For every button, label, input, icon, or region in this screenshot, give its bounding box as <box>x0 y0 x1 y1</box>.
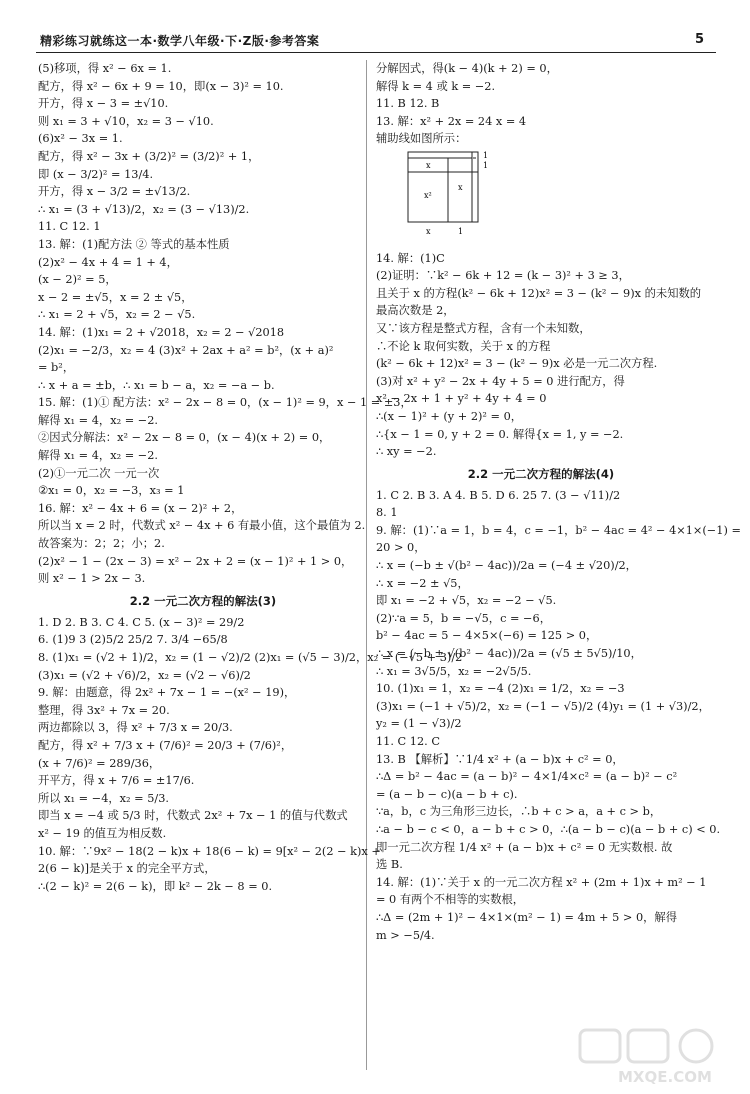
answer-line: 开方，得 x − 3 = ±√10. <box>38 97 169 111</box>
answer-line: = 0 有两个不相等的实数根， <box>376 893 525 907</box>
answer-line: (3)对 x² + y² − 2x + 4y + 5 = 0 进行配方，得 <box>376 374 625 388</box>
answer-line: x² − 19 的值互为相反数. <box>38 826 167 840</box>
answer-line: (x − 2)² = 5， <box>38 273 117 287</box>
header-rule <box>36 52 716 53</box>
figure-label: x <box>426 160 431 170</box>
answer-line: ∴ x = −2 ± √5， <box>376 576 469 590</box>
answer-line: m > −5/4. <box>376 928 435 942</box>
answer-line: 最高次数是 2， <box>376 304 455 318</box>
answer-line: 即 (x − 3/2)² = 13/4. <box>38 167 154 181</box>
answer-line: 整理，得 3x² + 7x = 20. <box>38 703 170 717</box>
right-answers-block-3 <box>376 487 741 944</box>
answer-line: 即一元二次方程 1/4 x² + (a − b)x + c² = 0 无实数根. 故 <box>376 840 673 854</box>
answer-line: 两边都除以 3，得 x² + 7/3 x = 20/3. <box>38 721 233 735</box>
answer-line: 10. 解：∵9x² − 18(2 − k)x + 18(6 − k) = 9[x² − 2(2 − k)x + <box>38 844 381 858</box>
answer-line: ∴ x = (−b ± √(b² − 4ac))/2a = (√5 ± 5√5)/10， <box>376 647 642 661</box>
answer-line: 解得 x₁ = 4，x₂ = −2. <box>38 413 159 427</box>
answer-line: ∴不论 k 取何实数，关于 x 的方程 <box>376 339 551 353</box>
answer-line: 又∵该方程是整式方程，含有一个未知数， <box>376 321 591 335</box>
answer-line: (2)证明：∵k² − 6k + 12 = (k − 3)² + 3 ≥ 3， <box>376 269 630 283</box>
answer-line: 11. C 12. C <box>376 735 440 748</box>
answer-line: (3)x₁ = (√2 + √6)/2，x₂ = (√2 − √6)/2 <box>38 668 251 682</box>
svg-text:MXQE.COM: MXQE.COM <box>618 1068 712 1086</box>
page-header <box>0 0 750 60</box>
answer-line: ∴Δ = (2m + 1)² − 4×1×(m² − 1) = 4m + 5 > 0，解得 <box>376 910 678 924</box>
answer-line: 13. B 【解析】∵1/4 x² + (a − b)x + c² = 0， <box>376 752 624 766</box>
answer-line: 所以 x₁ = −4，x₂ = 5/3. <box>38 791 170 805</box>
section-heading-right: 2.2 一元二次方程的解法(4) <box>467 466 615 481</box>
answer-line: 1. D 2. B 3. C 4. C 5. (x − 3)² = 29/2 <box>38 615 245 629</box>
answer-line: ∴Δ = b² − 4ac = (a − b)² − 4×1/4×c² = (a − b)² − c² <box>376 770 678 784</box>
answer-line: ∴ x + a = ±b，∴ x₁ = b − a，x₂ = −a − b. <box>38 378 275 392</box>
answer-line: 选 B. <box>376 858 403 872</box>
answer-line: 解得 x₁ = 4，x₂ = −2. <box>38 449 159 463</box>
answer-line: x² − 2x + 1 + y² + 4y + 4 = 0 <box>376 392 547 406</box>
section-heading-left: 2.2 一元二次方程的解法(3) <box>129 593 277 608</box>
answer-line: 14. 解：(1)∵关于 x 的一元二次方程 x² + (2m + 1)x + m² − 1 <box>376 875 707 889</box>
answer-line: 即 x₁ = −2 + √5，x₂ = −2 − √5. <box>376 594 557 608</box>
answer-line: ∴(2 − k)² = 2(6 − k)，即 k² − 2k − 8 = 0. <box>38 879 273 893</box>
answer-line: 辅助线如图所示： <box>376 132 467 146</box>
answer-line: y₂ = (1 − √3)/2 <box>376 717 462 731</box>
answer-line: 开平方，得 x + 7/6 = ±17/6. <box>38 774 195 788</box>
answer-line: (2)∵a = 5，b = −√5，c = −6， <box>376 611 552 625</box>
answer-line: (k² − 6k + 12)x² = 3 − (k² − 9)x 必是一元二次方程. <box>376 357 658 371</box>
answer-line: ∴a − b − c < 0，a − b + c > 0，∴(a − b − c)(a − b + c) < 0. <box>376 822 721 836</box>
answer-line: 2(6 − k)]是关于 x 的完全平方式， <box>38 862 216 876</box>
answer-line: 16. 解：x² − 4x + 6 = (x − 2)² + 2， <box>38 501 243 515</box>
answer-line: 14. 解：(1)x₁ = 2 + √2018，x₂ = 2 − √2018 <box>38 325 285 339</box>
answer-line: 分解因式，得(k − 4)(k + 2) = 0， <box>376 62 558 75</box>
answer-line: 则 x² − 1 > 2x − 3. <box>38 572 146 586</box>
answer-line: 15. 解：(1)① 配方法：x² − 2x − 8 = 0，(x − 1)² = 9，x − 1 = ±3， <box>38 396 412 410</box>
answer-line: (2)x² − 4x + 4 = 1 + 4， <box>38 255 178 269</box>
answer-line: 11. C 12. 1 <box>38 220 101 234</box>
answer-line: (2)x₁ = −2/3，x₂ = 4 (3)x² + 2ax + a² = b²，(x + a)² <box>38 343 334 357</box>
answer-line: 14. 解：(1)C <box>376 251 445 265</box>
answer-line: 20 > 0， <box>376 541 426 555</box>
auxiliary-figure <box>400 150 706 246</box>
answer-line: 所以当 x = 2 时，代数式 x² − 4x + 6 有最小值，这个最值为 2. <box>38 519 366 533</box>
answer-line: 1. C 2. B 3. A 4. B 5. D 6. 25 7. (3 − √11)/2 <box>376 488 621 502</box>
answer-line: ②x₁ = 0，x₂ = −3，x₃ = 1 <box>38 484 185 498</box>
figure-label: x <box>458 182 463 192</box>
answer-line: 配方，得 x² + 7/3 x + (7/6)² = 20/3 + (7/6)²， <box>38 738 293 752</box>
answer-line: (2)①一元二次 一元一次 <box>38 466 160 480</box>
answer-line: = (a − b − c)(a − b + c). <box>376 787 518 801</box>
answer-line: ∵a，b，c 为三角形三边长，∴b + c > a，a + c > b， <box>376 805 662 819</box>
figure-label: 1 <box>483 150 489 160</box>
answer-line: 9. 解：由题意，得 2x² + 7x − 1 = −(x² − 19)， <box>38 686 296 700</box>
answer-line: = b²， <box>38 361 75 375</box>
header-title: 精彩练习就练这一本·数学八年级·下·Z版·参考答案 <box>40 34 320 48</box>
answer-line: 13. 解：x² + 2x = 24 x = 4 <box>376 114 527 128</box>
figure-label: 1 <box>483 160 489 170</box>
figure-label: x <box>426 226 431 236</box>
answer-line: 13. 解：(1)配方法 ② 等式的基本性质 <box>38 237 230 251</box>
answer-line: 9. 解：(1)∵a = 1，b = 4，c = −1，b² − 4ac = 4² − 4×1×(−1) = <box>376 523 741 537</box>
answer-line: ∴ x₁ = (3 + √13)/2，x₂ = (3 − √13)/2. <box>38 202 250 216</box>
right-column <box>376 60 741 944</box>
answer-line: ∴ xy = −2. <box>376 445 437 459</box>
answer-line: ∴{x − 1 = 0, y + 2 = 0. 解得{x = 1, y = −2. <box>376 427 624 441</box>
answer-line: (2)x² − 1 − (2x − 3) = x² − 2x + 2 = (x − 1)² + 1 > 0， <box>38 554 353 568</box>
figure-label: 1 <box>458 226 464 236</box>
answer-line: (x + 7/6)² = 289/36， <box>38 756 161 770</box>
answer-line: b² − 4ac = 5 − 4×5×(−6) = 125 > 0， <box>376 629 598 643</box>
answer-line: 解得 k = 4 或 k = −2. <box>376 79 496 93</box>
answer-line: 6. (1)9 3 (2)5/2 25/2 7. 3/4 −65/8 <box>38 633 228 647</box>
figure-label: x² <box>424 190 432 200</box>
answer-line: ②因式分解法：x² − 2x − 8 = 0，(x − 4)(x + 2) = 0， <box>38 431 331 445</box>
answer-line: 配方，得 x² − 6x + 9 = 10，即(x − 3)² = 10. <box>38 79 284 93</box>
answer-line: 8. (1)x₁ = (√2 + 1)/2，x₂ = (1 − √2)/2 (2)x₁ = (√5 − 3)/2，x₂ = (−√5 + 3)/2 <box>38 651 463 664</box>
answer-line: 10. (1)x₁ = 1，x₂ = −4 (2)x₁ = 1/2，x₂ = −3 <box>376 682 625 696</box>
answer-line: 故答案为：2；2；小；2. <box>38 537 165 551</box>
answer-line: 则 x₁ = 3 + √10，x₂ = 3 − √10. <box>38 114 214 128</box>
answer-line: ∴ x₁ = 3√5/5，x₂ = −2√5/5. <box>376 664 532 678</box>
right-answers-block-2 <box>376 250 706 461</box>
answer-line: ∴ x₁ = 2 + √5，x₂ = 2 − √5. <box>38 308 196 322</box>
answer-line: (3)x₁ = (−1 + √5)/2，x₂ = (−1 − √5)/2 (4)y₁ = (1 + √3)/2， <box>376 699 710 713</box>
watermark-logo <box>578 1028 738 1086</box>
answer-line: 即当 x = −4 或 5/3 时，代数式 2x² + 7x − 1 的值与代数式 <box>38 809 348 823</box>
answer-line: x − 2 = ±√5，x = 2 ± √5， <box>38 290 193 304</box>
page-number: 5 <box>694 32 704 47</box>
answer-line: 开方，得 x − 3/2 = ±√13/2. <box>38 185 191 199</box>
answer-line: 配方，得 x² − 3x + (3/2)² = (3/2)² + 1， <box>38 149 260 163</box>
answer-line: ∴ x = (−b ± √(b² − 4ac))/2a = (−4 ± √20)/2， <box>376 559 637 573</box>
right-answers-block-1 <box>376 60 706 148</box>
answer-line: (5)移项，得 x² − 6x = 1. <box>38 62 172 75</box>
square-completion-diagram <box>400 150 500 240</box>
answer-line: ∴(x − 1)² + (y + 2)² = 0， <box>376 409 523 423</box>
answer-line: 且关于 x 的方程(k² − 6k + 12)x² = 3 − (k² − 9)x 的未知数的 <box>376 286 702 300</box>
answer-line: 11. B 12. B <box>376 97 440 111</box>
answer-line: 8. 1 <box>376 506 398 520</box>
answer-line: (6)x² − 3x = 1. <box>38 132 123 146</box>
